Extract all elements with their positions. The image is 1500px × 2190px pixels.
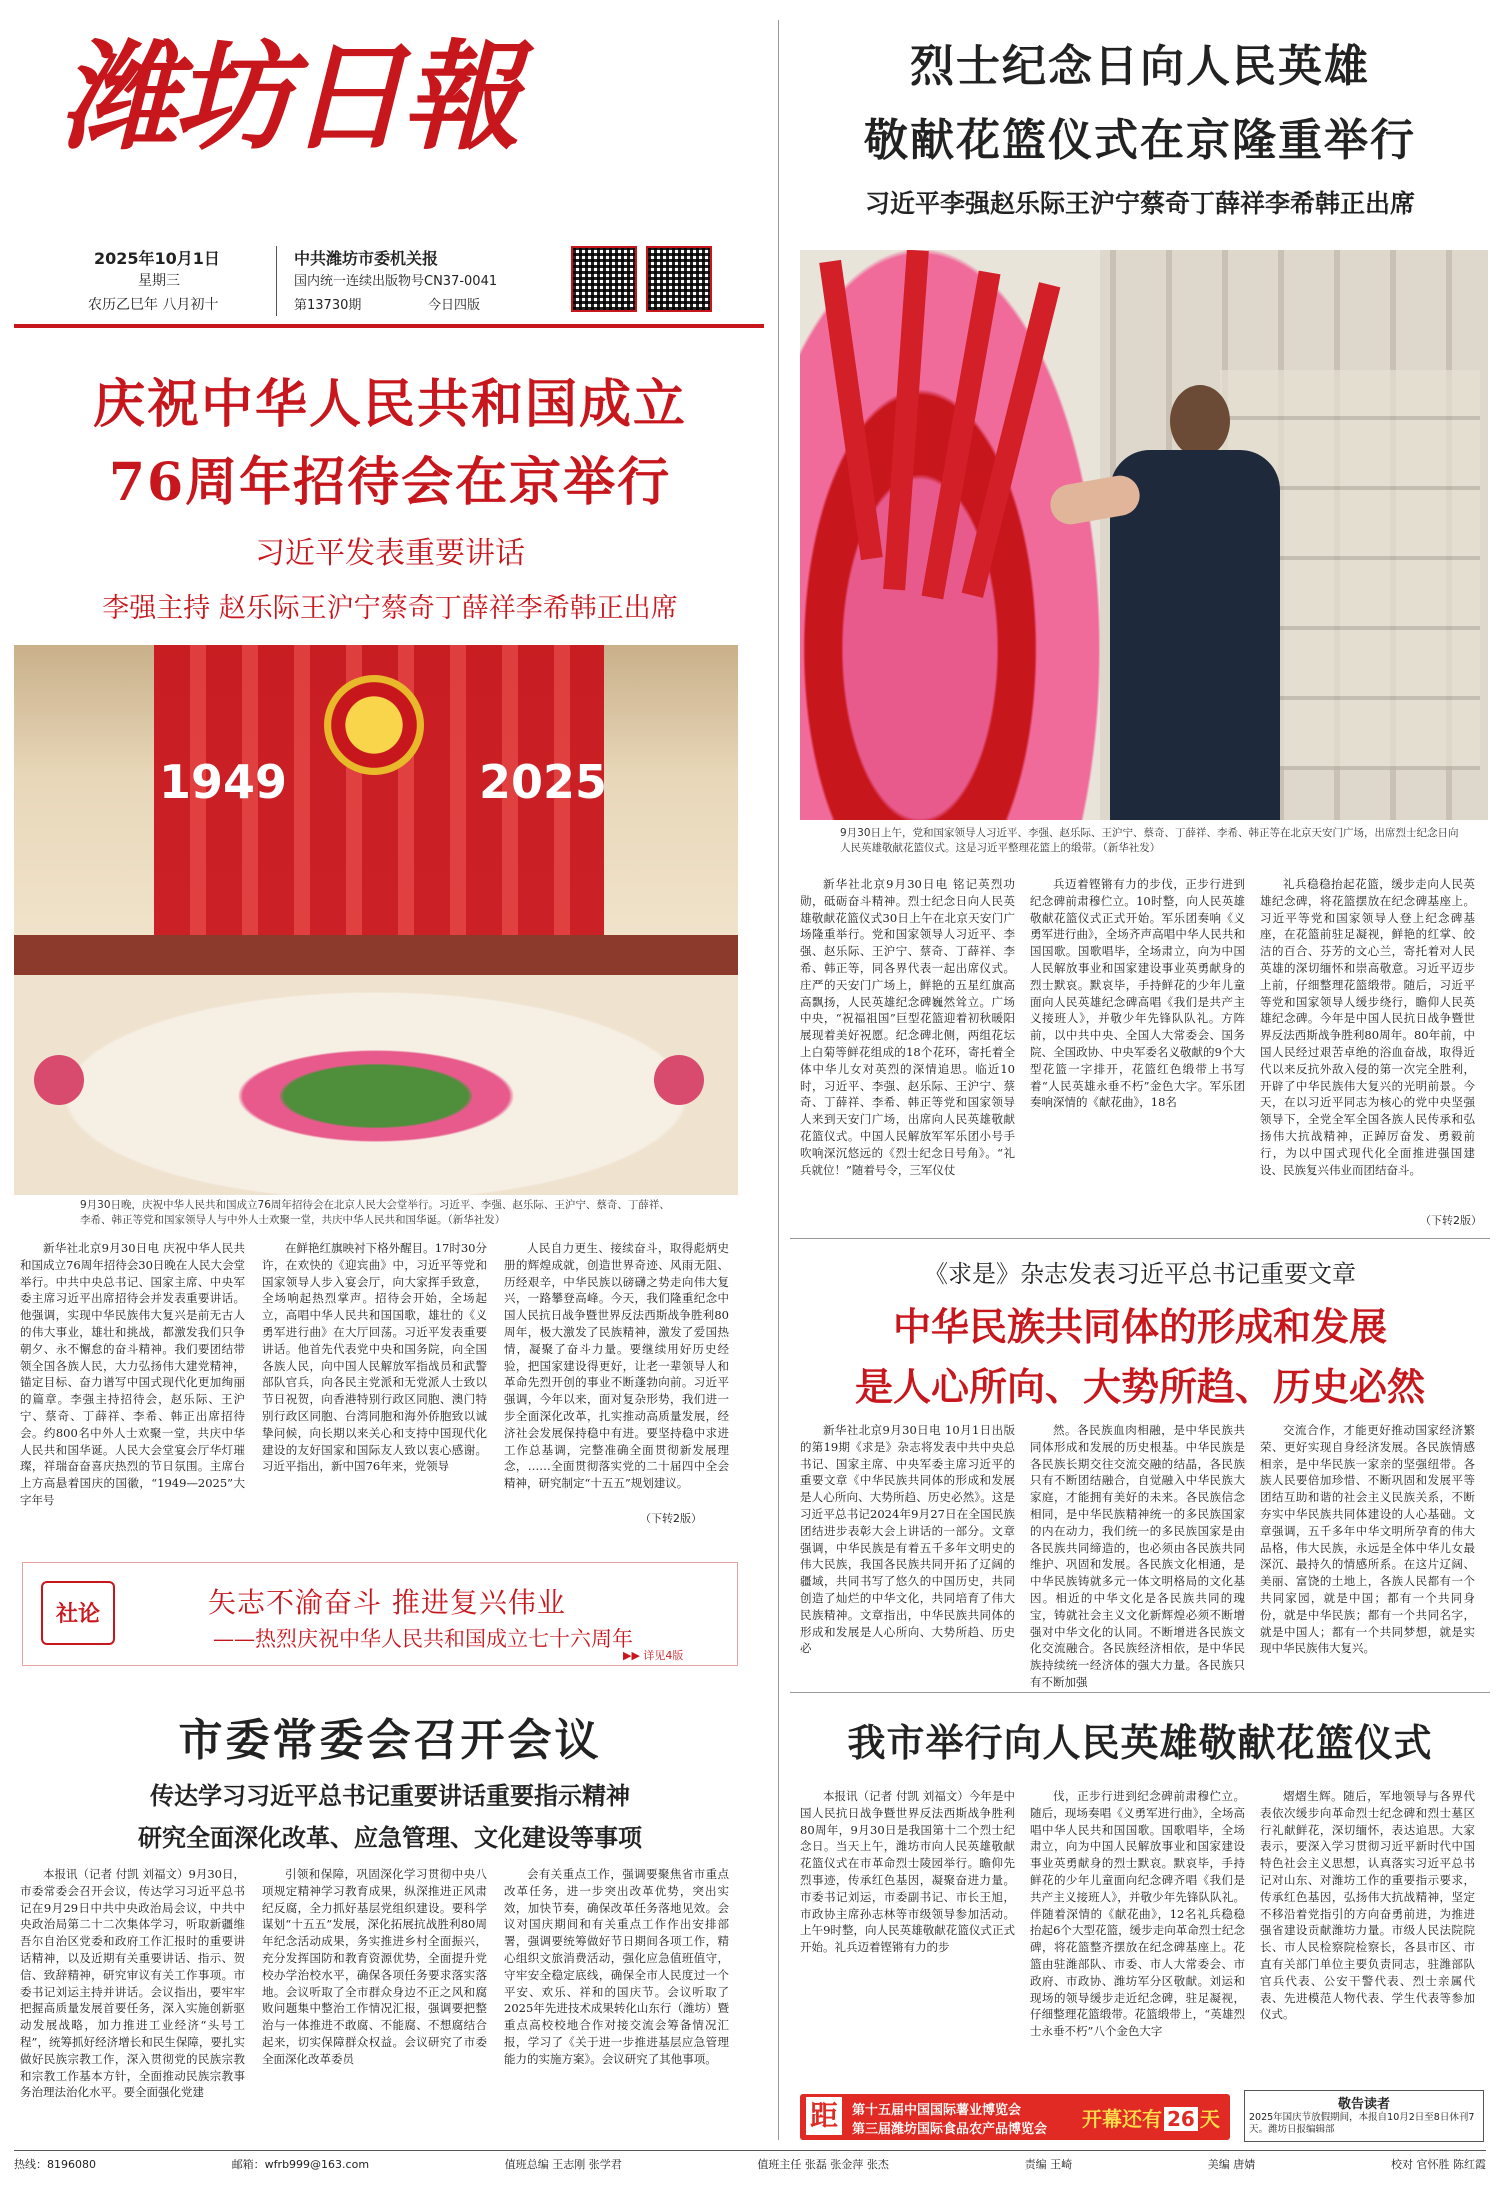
expo-line2: 第三届潍坊国际食品农产品博览会 [852, 2122, 1048, 2137]
footer-hotline: 热线：8196080 [14, 2158, 96, 2171]
weekday: 星期三 [138, 273, 180, 289]
qiushi-title-line1: 中华民族共同体的形成和发展 [892, 1304, 1387, 1349]
flower-col2: 伐，正步行进到纪念碑前肃穆伫立。随后，现场奏唱《义勇军进行曲》，全场高唱中华人民共和国国歌。国歌唱毕，全场肃立，向为中国人民解放事业和国家建设事业英勇献身的烈士默哀。默哀毕，手持鲜花的少年儿童面向纪念碑齐唱《我们是共产主义接班人》，并敬少年先锋队队礼。伴随着深情的《献花曲》，12名礼兵稳稳抬起6个大型花篮，缓步走向革命烈士纪念碑，将花篮整齐摆放在纪念碑基座上。花篮由驻潍部队、市委、市人大常委会、市政府、市政协、潍坊军分区敬献。刘运和现场的领导缓步走近纪念碑，驻足凝视，仔细整理花篮缎带。花篮缎带上，“英雄烈士永垂不朽”八个金色大字 [1030, 1789, 1245, 2039]
right-body-col3: 礼兵稳稳抬起花篮，缓步走向人民英雄纪念碑，将花篮摆放在纪念碑基座上。习近平等党和国家领导人登上纪念碑基座，在花篮前驻足凝视，鲜艳的红掌、皎洁的百合、芬芳的文心兰，寄托着对人民英雄的深切缅怀和崇高敬意。习近平迈步上前，仔细整理花篮缎带。随后，习近平等党和国家领导人缓步绕行，瞻仰人民英雄纪念碑。今年是中国人民抗日战争暨世界反法西斯战争胜利80周年。80年前，中国人民经过艰苦卓绝的浴血奋战，取得近代以来反抗外敌入侵的第一次完全胜利，开辟了中华民族伟大复兴的光明前景。今天，在以习近平同志为核心的党中央坚强领导下，全党全军全国各族人民传承和弘扬伟大抗战精神，正踔厉奋发、勇毅前行，为以中国式现代化全面推进强国建设、民族复兴伟业而团结奋斗。 [1260, 877, 1475, 1177]
editorial-more: ▶▶ 详见4版 [623, 1649, 684, 1662]
footer-proofreaders: 校对 官怀胜 陈红霞 [1390, 2158, 1486, 2171]
masthead-info [66, 246, 756, 322]
lead-subtitle-2: 李强主持 赵乐际王沪宁蔡奇丁薛祥李希韩正出席 [102, 593, 678, 624]
editorial-subtitle: ——热烈庆祝中华人民共和国成立七十六周年 [213, 1627, 633, 1651]
year-left: 1949 [159, 755, 288, 809]
right-body-col2: 兵迈着铿锵有力的步伐，正步行进到纪念碑前肃穆伫立。10时整，向人民英雄敬献花篮仪式正式开始。军乐团奏响《义勇军进行曲》，全场齐声高唱中华人民共和国国歌。国歌唱毕，全场肃立，向为中国人民解放事业和国家建设事业英勇献身的烈士默哀。默哀毕，手持鲜花的少年儿童面向人民英雄纪念碑高唱《我们是共产主义接班人》，并敬少年先锋队队礼。方阵前，以中共中央、全国人大常委会、国务院、全国政协、中央军委名义敬献的9个大型花篮一字排开，花篮红色缎带上书写着“人民英雄永垂不朽”金色大字。军乐团奏响深情的《献花曲》，18名 [1030, 877, 1245, 1110]
footer-chief-editors: 值班总编 王志刚 张学君 [504, 2158, 622, 2171]
masthead-rule [14, 324, 764, 328]
right-title-line1: 烈士纪念日向人民英雄 [910, 41, 1370, 92]
countdown-days: 26 [1164, 2107, 1198, 2131]
lunar-date: 农历乙巳年 八月初十 [88, 297, 219, 313]
meeting-col1: 本报讯（记者 付凯 刘福文）9月30日，市委常委会召开会议，传达学习习近平总书记在9月29日中共中央政治局会议，中共中央政治局第二十二次集体学习，听取新疆维吾尔自治区党委和政府工作汇报时的重要讲话精神，以及近期有关重要讲话、指示、贺信、致辞精神，研究审议有关工作事项。市委书记刘运主持并讲话。会议指出，要牢牢把握高质量发展首要任务，深入实施创新驱动发展战略，加力推进工业经济“头号工程”，统筹抓好经济增长和民生保障，要扎实做好民族宗教工作，深入贯彻党的民族宗教和宗教工作基本方针，全面推动民族宗教事务治理法治化水平。要全面强化党建 [20, 1867, 245, 2100]
qiushi-kicker: 《求是》杂志发表习近平总书记重要文章 [924, 1260, 1356, 1288]
notice-title: 敬告读者 [1337, 2097, 1390, 2112]
qr-code-2[interactable] [646, 246, 712, 312]
cn-number: 国内统一连续出版物号CN37-0041 [294, 274, 498, 289]
lead-continued[interactable]: （下转2版） [640, 1512, 702, 1525]
lead-body-col2: 在鲜艳红旗映衬下格外醒目。17时30分许，在欢快的《迎宾曲》中，习近平等党和国家领导人步入宴会厅，向大家挥手致意，全场响起热烈掌声。招待会开始，全场起立，高唱中华人民共和国国歌，雄壮的《义勇军进行曲》在大厅回荡。习近平发表重要讲话。他首先代表党中央和国务院，向全国各族人民，向中国人民解放军指战员和武警部队官兵，向各民主党派和无党派人士致以节日祝贺，向香港特别行政区同胞、澳门特别行政区同胞、台湾同胞和海外侨胞致以诚挚问候，向长期以来关心和支持中国现代化建设的友好国家和国际友人致以衷心感谢。习近平指出，新中国76年来，党领导 [262, 1241, 487, 1474]
footer-editor: 责编 王崎 [1024, 2158, 1073, 2171]
year-right: 2025 [479, 755, 608, 809]
banquet-photo [14, 645, 738, 1195]
masthead-logo: 潍坊日報 [60, 27, 517, 166]
editorial-box[interactable] [22, 1562, 738, 1666]
flower-title: 我市举行向人民英雄敬献花篮仪式 [847, 1720, 1433, 1765]
meeting-col2: 引领和保障，巩固深化学习贯彻中央八项规定精神学习教育成果，纵深推进正风肃纪反腐，全力抓好基层党组织建设。要科学谋划“十五五”发展，深化拓展抗战胜利80周年纪念活动成果，务实推进乡村全面振兴，充分发挥国防和教育资源优势，全面提升党校办学治校水平，确保各项任务要求落实落地。会议听取了全市群众身边不正之风和腐败问题集中整治工作情况汇报，强调要把整治与一体推进不敢腐、不能腐、不想腐结合起来，切实保障群众权益。会议研究了市委全面深化改革委员 [262, 1867, 487, 2066]
organ-name: 中共潍坊市委机关报 [294, 249, 439, 268]
right-body-col1: 新华社北京9月30日电 铭记英烈功勋，砥砺奋斗精神。烈士纪念日向人民英雄敬献花篮仪式30日上午在北京天安门广场隆重举行。党和国家领导人习近平、李强、赵乐际、王沪宁、蔡奇、丁薛祥、李希、韩正等，同各界代表一起出席仪式。庄严的天安门广场上，鲜艳的五星红旗高高飘扬，人民英雄纪念碑巍然耸立。广场中央，“祝福祖国”巨型花篮迎着初秋暖阳展现着美好祝愿。纪念碑北侧，两组花坛上白菊等鲜花组成的18个花环，寄托着全体中华儿女对英烈的深情追思。临近10时，习近平、李强、赵乐际、王沪宁、蔡奇、丁薛祥、李希、韩正等党和国家领导人来到天安门广场，出席向人民英雄敬献花篮仪式。中国人民解放军军乐团小号手吹响深沉悠远的《烈士纪念日号角》。“礼兵就位！”随着号令，三军仪仗 [800, 877, 1015, 1177]
expo-line1: 第十五届中国国际薯业博览会 [852, 2103, 1022, 2118]
flower-col1: 本报讯（记者 付凯 刘福文）今年是中国人民抗日战争暨世界反法西斯战争胜利80周年，9月30日是我国第十二个烈士纪念日。当天上午，潍坊市向人民英雄敬献花篮仪式在市革命烈士陵园举行。瞻仰先烈事迹，传承红色基因，凝聚奋进力量。市委书记刘运，市委副书记、市长王旭，市政协主席孙志林等市级领导参加活动。上午9时整，向人民英雄敬献花篮仪式正式开始。礼兵迈着铿锵有力的步 [800, 1789, 1015, 1955]
right-subtitle: 习近平李强赵乐际王沪宁蔡奇丁薛祥李希韩正出席 [864, 189, 1415, 218]
footer-email[interactable]: 邮箱：wfrb999@163.com [231, 2158, 370, 2171]
expo-badge: 距 [806, 2097, 842, 2135]
footer-rule [14, 2150, 1486, 2151]
lead-body-col3: 人民自力更生、接续奋斗，取得彪炳史册的辉煌成就，创造世界奇迹、风雨无阻、历经艰辛，中华民族以磅礴之势走向伟大复兴，一路攀登高峰。今天，我们隆重纪念中国人民抗日战争暨世界反法西斯战争胜利80周年，极大激发了民族精神，激发了爱国热情，凝聚了奋斗力量。要继续用好历史经验，把国家建设得更好，让老一辈领导人和革命先烈开创的事业不断蓬勃向前。习近平强调，今年以来，面对复杂形势，我们进一步全面深化改革，扎实推动高质量发展，经济社会发展保持稳中有进。要坚持稳中求进工作总基调，完整准确全面贯彻新发展理念，……全面贯彻落实党的二十届四中全会精神，研究制定“十五五”规划建议。 [504, 1241, 729, 1491]
editorial-tag: 社论 [41, 1581, 115, 1645]
issue-number: 第13730期 [294, 298, 362, 313]
expo-banner[interactable] [800, 2094, 1230, 2140]
footer [14, 2156, 1486, 2180]
lead-title-line1: 庆祝中华人民共和国成立 [92, 374, 687, 435]
meeting-subtitle-2: 研究全面深化改革、应急管理、文化建设等事项 [138, 1823, 642, 1852]
lead-title-line2: 76周年招待会在京举行 [108, 452, 672, 513]
banquet-caption: 9月30日晚，庆祝中华人民共和国成立76周年招待会在北京人民大会堂举行。习近平、李强、赵乐际、王沪宁、蔡奇、丁薛祥、李希、韩正等党和国家领导人与中外人士欢聚一堂，共庆中华人民共和国华诞。（新华社发） [80, 1199, 670, 1226]
qiushi-col1: 新华社北京9月30日电 10月1日出版的第19期《求是》杂志将发表中共中央总书记、国家主席、中央军委主席习近平的重要文章《中华民族共同体的形成和发展是人心所向、大势所趋、历史必然》。这是习近平总书记2024年9月27日在全国民族团结进步表彰大会上讲话的一部分。文章强调，中华民族是有着五千多年文明史的伟大民族，我国各民族共同开拓了辽阔的疆域，共同书写了悠久的中国历史，共同创造了灿烂的中华文化，共同培育了伟大民族精神。文章指出，中华民族共同体的形成和发展是人心所向、大势所趋、历史必 [800, 1423, 1015, 1656]
meeting-title: 市委常委会召开会议 [178, 1715, 602, 1766]
wreath-caption: 9月30日上午，党和国家领导人习近平、李强、赵乐际、王沪宁、蔡奇、丁薛祥、李希、韩正等在北京天安门广场，出席烈士纪念日向人民英雄敬献花篮仪式。这是习近平整理花篮上的缎带。（新华社发） [840, 827, 1459, 854]
notice-body: 2025年国庆节放假期间，本报自10月2日至8日休刊7天。潍坊日报编辑部 [1249, 2112, 1475, 2135]
lead-body-col1: 新华社北京9月30日电 庆祝中华人民共和国成立76周年招待会30日晚在人民大会堂举行。中共中央总书记、国家主席、中央军委主席习近平出席招待会并发表重要讲话。他强调，实现中华民族伟大复兴是前无古人的伟大事业，雄壮和挑战，都激发我们只争朝夕、永不懈怠的奋斗精神。我们要团结带领全国各族人民，大力弘扬伟大建党精神，锚定目标、奋力谱写中国式现代化更加绚丽的篇章。李强主持招待会，赵乐际、王沪宁、蔡奇、丁薛祥、李希、韩正出席招待会。约800名中外人士欢聚一堂，共庆中华人民共和国华诞。人民大会堂宴会厅华灯璀璨，祥瑞奋奋喜庆热烈的节日氛围。主席台上方高悬着国庆的国徽，“1949—2025”大字年号 [20, 1241, 245, 1507]
qr-code-1[interactable] [571, 246, 637, 312]
expo-countdown: 开幕还有 26 天 [1082, 2107, 1220, 2131]
qiushi-col2: 然。各民族血肉相融，是中华民族共同体形成和发展的历史根基。中华民族是各民族长期交往交流交融的结晶，各民族只有不断团结融合，自觉融入中华民族大家庭，才能拥有美好的未来。各民族信念相同，是中华民族精神统一的多民族国家的内在动力，我们统一的多民族国家是由各民族共同缔造的，也必须由各民族共同维护、巩固和发展。各民族文化相通，是中华民族铸就多元一体文明格局的文化基因。相近的中华文化是各民族共同的瑰宝，铸就社会主义文化新辉煌必须不断增强对中华文化的认同。不断增进各民族文化交流融合。各民族经济相依，是中华民族持续统一经济体的强大力量。各民族只有不断加强 [1030, 1423, 1245, 1689]
qiushi-title-line2: 是人心所向、大势所趋、历史必然 [854, 1364, 1425, 1409]
page-count: 今日四版 [428, 298, 481, 313]
meeting-col3: 会有关重点工作，强调要聚焦省市重点改革任务，进一步突出改革优势，突出实效，加快节奏，确保改革任务落地见效。会议对国庆期间和有关重点工作作出安排部署，强调要统筹做好节日期间各项工作，精心组织文旅消费活动，强化应急值班值守，守牢安全稳定底线，确保全市人民度过一个平安、欢乐、祥和的国庆节。会议听取了2025年先进技术成果转化山东行（潍坊）暨重点高校校地合作对接交流会筹备情况汇报，学习了《关于进一步推进基层应急管理能力的实施方案》。会议研究了其他事项。 [504, 1867, 729, 2066]
qiushi-col3: 交流合作，才能更好推动国家经济繁荣、更好实现自身经济发展。各民族情感相亲，是中华民族一家亲的坚强纽带。各族人民要倍加珍惜、不断巩固和发展平等团结互助和谐的社会主义民族关系，不断夯实中华民族共同体建设的人心基础。文章强调，五千多年中华文明所孕育的伟大品格，伟大民族，永远是全体中华儿女最深沉、最持久的情感所系。在这片辽阔、美丽、富饶的土地上，各族人民都有一个共同家园，就是中国；都有一个共同身份，就是中华民族；都有一个共同名字，就是中国人；都有一个共同梦想，就是实现中华民族伟大复兴。 [1260, 1423, 1475, 1656]
lead-subtitle-1: 习近平发表重要讲话 [255, 536, 525, 571]
editorial-title: 矢志不渝奋斗 推进复兴伟业 [208, 1586, 566, 1619]
footer-designer: 美编 唐婧 [1207, 2158, 1256, 2171]
wreath-photo [800, 250, 1488, 820]
notice-box [1244, 2090, 1484, 2142]
footer-duty-directors: 值班主任 张磊 张金萍 张杰 [757, 2158, 889, 2171]
meeting-subtitle-1: 传达学习习近平总书记重要讲话重要指示精神 [150, 1781, 630, 1810]
right-title-line2: 敬献花篮仪式在京隆重举行 [864, 115, 1416, 166]
issue-date: 2025年10月1日 [94, 249, 220, 268]
right-continued[interactable]: （下转2版） [1420, 1214, 1482, 1227]
flower-col3: 熠熠生辉。随后，军地领导与各界代表依次缓步向革命烈士纪念碑和烈士墓区行礼献鲜花，深切缅怀，表达追思。大家表示，要深入学习贯彻习近平新时代中国特色社会主义思想，认真落实习近平总书记对山东、对潍坊工作的重要指示要求，传承红色基因，弘扬伟大抗战精神，坚定不移沿着党指引的方向奋勇前进，为推进强省建设贡献潍坊力量。市级人民法院院长、市人民检察院检察长，各县市区、市直有关部门单位主要负责同志，驻潍部队官兵代表、公安干警代表、烈士亲属代表、先进模范人物代表、学生代表等参加仪式。 [1260, 1789, 1475, 2022]
